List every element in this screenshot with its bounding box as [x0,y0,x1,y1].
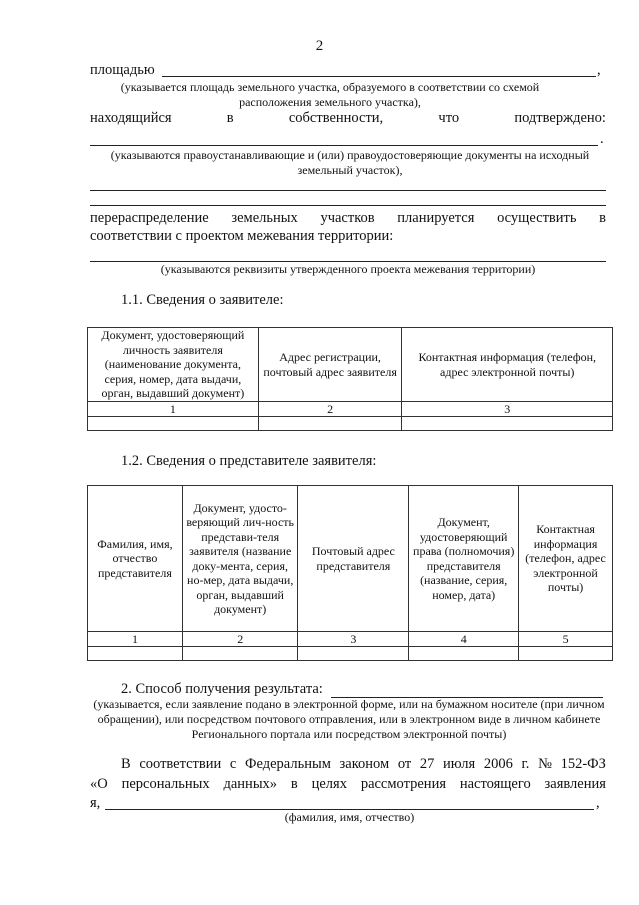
rep-cell-document[interactable] [182,647,298,661]
rep-cell-name[interactable] [88,647,183,661]
consent-word: данных» [223,776,278,792]
consent-word: от [397,756,412,772]
consent-word: «О [90,776,108,792]
rep-num: 2 [182,632,298,647]
redistribution-word: участков [320,210,375,226]
redistribution-word: планируется [397,210,475,226]
redistribution-line1 [90,210,606,227]
rep-col-name: Фамилия, имя, отчество представителя [88,486,183,632]
redistribution-word: осуществить [497,210,577,226]
consent-word: 2006 [483,756,513,772]
documents-period: . [600,131,604,147]
consent-word: соответствии [139,756,222,772]
area-note: (указывается площадь земельного участка, образуемого в соответствии со схемой расположения земельного участка), [120,80,540,109]
consent-word: законом [339,756,390,772]
located-word: подтверждено: [514,110,606,126]
documents-note: (указываются правоустанавливающие и (или) правоудостоверяющие документы на исходный земельный участок), [110,148,590,177]
consent-word: июля [443,756,476,772]
located-word: находящийся [90,110,172,126]
rep-col-document: Документ, удосто-веряющий лич-ность представи-теля заявителя (название доку-мента, серия, но-мер, дата выдачи, орган, выдавший документ) [182,486,298,632]
rep-col-authority: Документ, удостоверяющий права (полномочия) представителя (название, серия, номер, дата) [409,486,519,632]
applicant-col-address: Адрес регистрации, почтовый адрес заявителя [258,328,402,402]
consent-prefix: я, [90,795,101,811]
located-word: собственности, [288,110,384,126]
redistribution-word: перераспределение [90,210,209,226]
consent-word: 27 [419,756,435,772]
rep-col-contact: Контактная информация (телефон, адрес электронной почты) [519,486,613,632]
applicant-col-contact: Контактная информация (телефон, адрес электронной почты) [402,328,613,402]
consent-word: г. [521,756,530,772]
consent-word: 152-ФЗ [560,756,606,772]
area-label: площадью [90,62,155,78]
blank-line-1[interactable] [90,190,606,191]
result-heading: 2. Способ получения результата: [121,681,323,697]
redistribution-word: в [599,210,606,226]
redistribution-word: земельных [231,210,298,226]
applicant-cell-contact[interactable] [402,417,613,431]
applicant-num: 3 [402,402,613,417]
rep-num: 1 [88,632,183,647]
applicant-col-document: Документ, удостоверяющий личность заявителя (наименование документа, серия, номер, дата выдачи, орган, выдавший документ) [88,328,259,402]
applicant-num: 2 [258,402,402,417]
consent-word: рассмотрения [360,776,446,792]
documents-input-line[interactable] [90,145,598,146]
rep-cell-authority[interactable] [409,647,519,661]
located-word: в [226,110,234,126]
consent-word: № [538,756,552,772]
rep-num: 4 [409,632,519,647]
rep-num: 5 [519,632,613,647]
applicant-heading: 1.1. Сведения о заявителе: [121,292,284,308]
consent-word: заявления [544,776,606,792]
representative-table [87,485,613,661]
consent-comma: , [596,795,600,811]
consent-word: целях [311,776,347,792]
consent-word: настоящего [459,776,531,792]
rep-cell-contact[interactable] [519,647,613,661]
consent-word: В [121,756,131,772]
applicant-table [87,327,613,431]
representative-heading: 1.2. Сведения о представителе заявителя: [121,453,377,469]
redistribution-line2: соответствии с проектом межевания территории: [90,228,394,244]
rep-col-address: Почтовый адрес представителя [298,486,409,632]
blank-line-2[interactable] [90,205,606,206]
located-line [90,110,606,127]
applicant-cell-document[interactable] [88,417,259,431]
project-note: (указываются реквизиты утвержденного проекта межевания территории) [160,262,536,276]
page-number: 2 [315,38,324,54]
located-word: что [438,110,460,126]
consent-word: Федеральным [245,756,331,772]
applicant-cell-address[interactable] [258,417,402,431]
consent-word: персональных [121,776,210,792]
result-note: (указывается, если заявление подано в электронной форме, или на бумажном носителе (при личном обращении), или посредством почтового отправления, или в электронном виде в личном кабинете Регионального портала или посредством электронной почты) [93,697,605,741]
rep-num: 3 [298,632,409,647]
consent-note: (фамилия, имя, отчество) [284,810,415,824]
applicant-num: 1 [88,402,259,417]
consent-word: с [229,756,237,772]
consent-word: в [290,776,298,792]
area-input-line[interactable] [162,76,596,77]
consent-line1 [121,756,606,773]
consent-line2 [90,776,606,793]
area-comma: , [597,62,601,78]
rep-cell-address[interactable] [298,647,409,661]
